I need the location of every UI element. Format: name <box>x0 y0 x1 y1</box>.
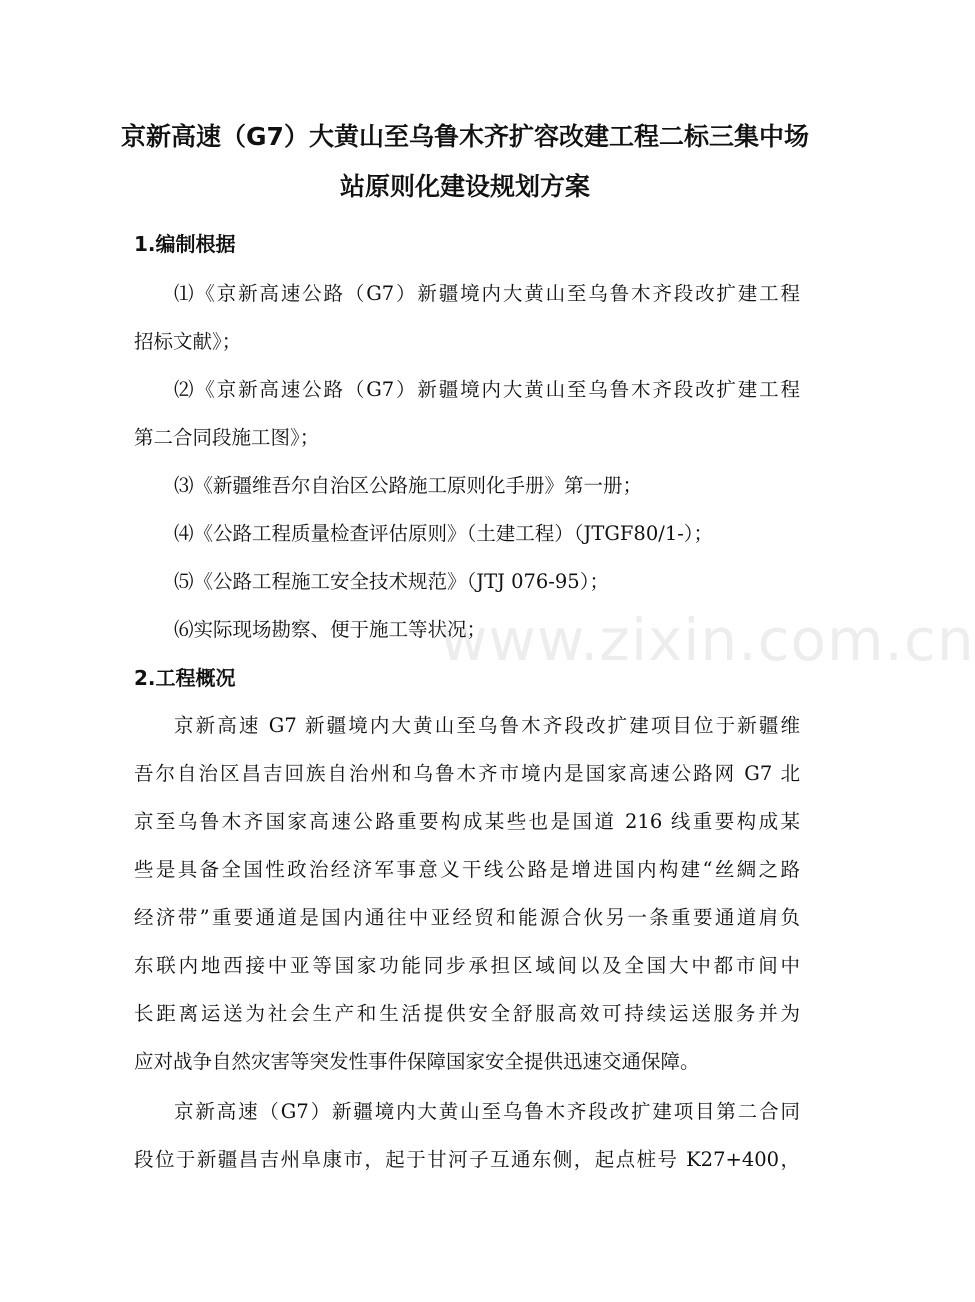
paragraph-line: 经济带”重要通道是国内通往中亚经贸和能源合伙另一条重要通道肩负 <box>134 906 800 929</box>
section-heading-1: 1.编制根据 <box>134 232 236 256</box>
paragraph-line: 应对战争自然灾害等突发性事件保障国家安全提供迅速交通保障。 <box>134 1050 700 1073</box>
reference-item-2-continued: 第二合同段施工图》； <box>134 426 320 449</box>
reference-item-4: ⑷《公路工程质量检查评估原则》（土建工程）（JTGF80/1-）； <box>174 522 714 545</box>
reference-item-6: ⑹实际现场勘察、便于施工等状况； <box>174 618 487 641</box>
watermark: www.zixin.com.cn <box>440 606 975 674</box>
paragraph-line: 长距离运送为社会生产和生活提供安全舒服高效可持续运送服务并为 <box>134 1002 800 1025</box>
paragraph-line: 京至乌鲁木齐国家高速公路重要构成某些也是国道 216 线重要构成某 <box>134 810 800 833</box>
reference-item-3: ⑶《新疆维吾尔自治区公路施工原则化手册》第一册； <box>174 474 643 497</box>
paragraph-line: 些是具备全国性政治经济军事意义干线公路是增进国内构建“丝綢之路 <box>134 858 800 881</box>
paragraph-line: 段位于新疆昌吉州阜康市，起于甘河子互通东侧，起点桩号 K27+400， <box>134 1148 800 1171</box>
document-title-line-2: 站原则化建设规划方案 <box>339 172 590 201</box>
paragraph-line: 京新高速 G7 新疆境内大黄山至乌鲁木齐段改扩建项目位于新疆维 <box>174 714 800 737</box>
reference-item-1: ⑴《京新高速公路（G7）新疆境内大黄山至乌鲁木齐段改扩建工程 <box>174 282 800 305</box>
section-heading-2: 2.工程概况 <box>134 666 236 690</box>
reference-item-1-continued: 招标文献》； <box>134 330 242 353</box>
reference-item-5: ⑸《公路工程施工安全技术规范》（JTJ 076-95）； <box>174 570 609 593</box>
paragraph-line: 吾尔自治区昌吉回族自治州和乌鲁木齐市境内是国家高速公路网 G7 北 <box>134 762 800 785</box>
paragraph-line: 京新高速（G7）新疆境内大黄山至乌鲁木齐段改扩建项目第二合同 <box>174 1100 800 1123</box>
paragraph-line: 东联内地西接中亚等国家功能同步承担区域间以及全国大中都市间中 <box>134 954 800 977</box>
document-title-line-1: 京新高速（G7）大黄山至乌鲁木齐扩容改建工程二标三集中场 <box>121 122 809 151</box>
reference-item-2: ⑵《京新高速公路（G7）新疆境内大黄山至乌鲁木齐段改扩建工程 <box>174 378 800 401</box>
